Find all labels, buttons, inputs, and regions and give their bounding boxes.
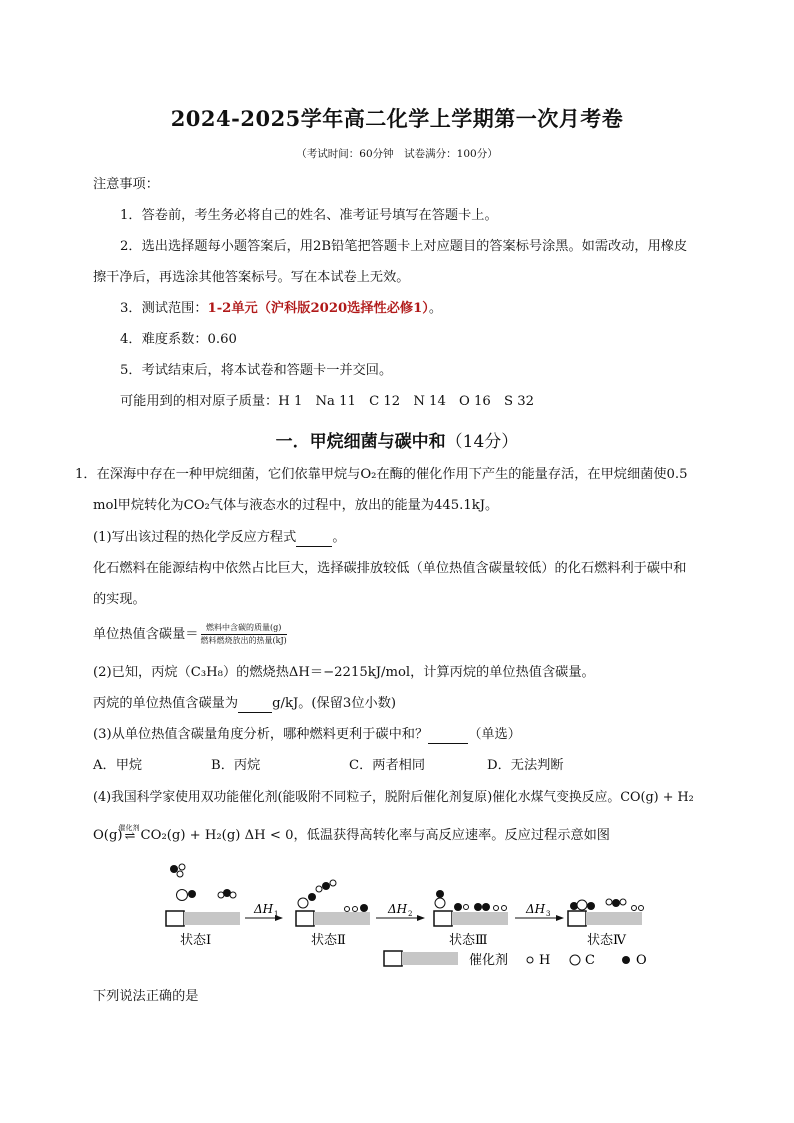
c-atom	[577, 900, 587, 910]
state-3-group	[434, 890, 508, 948]
choice-c[interactable]: C．两者相同	[349, 758, 426, 773]
c-atom	[298, 898, 308, 908]
legend-c-icon	[570, 955, 580, 965]
note-item-3	[120, 300, 442, 318]
h-atom	[179, 864, 185, 870]
choices-row	[93, 757, 605, 775]
note-item-1: 1．答卷前，考生务必将自己的姓名、准考证号填写在答题卡上。	[120, 208, 498, 223]
section-heading	[0, 427, 794, 452]
note-item-5: 5．考试结束后，将本试卷和答题卡一并交回。	[120, 363, 393, 378]
equilibrium-arrow	[118, 824, 141, 845]
sub-question-2b-post: g/kJ。(保留3位小数)	[272, 696, 397, 711]
section-points: （14分）	[445, 432, 519, 452]
h-atom	[494, 906, 499, 911]
sub-question-1-end: 。	[332, 530, 346, 545]
exam-title: 2024-2025学年高二化学上学期第一次月考卷	[170, 106, 624, 131]
formula-line	[93, 623, 287, 646]
arrow-3-sub: 3	[546, 910, 551, 918]
legend-catalyst-bar	[402, 952, 458, 965]
catalyst-bar	[452, 912, 508, 925]
state-1-group	[166, 864, 240, 948]
h-atom	[606, 899, 612, 905]
catalyst-site	[568, 911, 586, 926]
h-atom	[316, 886, 322, 892]
h-atom	[639, 906, 644, 911]
exam-subtitle: （考试时间：60分钟 试卷满分：100分）	[296, 148, 498, 160]
legend-o-icon	[622, 956, 630, 964]
sub-question-3-post: （单选）	[468, 727, 521, 742]
paragraph-line-2: 的实现。	[93, 592, 146, 607]
equation-reactant: O(g)	[93, 828, 123, 843]
o-atom	[322, 882, 330, 890]
c-atom	[435, 898, 445, 908]
h-atom	[620, 899, 626, 905]
note-item-4: 4．难度系数：0.60	[120, 332, 237, 347]
o-atom	[587, 902, 595, 910]
note-item-3-end: 。	[428, 301, 443, 316]
state-4-label: 状态Ⅳ	[587, 933, 626, 948]
question-line-2: mol甲烷转化为CO₂气体与液态水的过程中，放出的能量为445.1kJ。	[93, 498, 499, 513]
state-2-label: 状态Ⅱ	[311, 933, 346, 948]
formula-label: 单位热值含碳量＝	[93, 627, 199, 642]
formula-fraction	[201, 623, 287, 646]
catalyst-bar	[314, 912, 370, 925]
o-atom	[612, 899, 620, 907]
arrow-2-label: ΔH	[388, 902, 408, 916]
h-atom	[230, 892, 236, 898]
sub-question-2b	[93, 695, 396, 713]
h-atom	[464, 905, 469, 910]
catalyst-bar	[184, 912, 240, 925]
equation-products: CO₂(g) + H₂(g) ΔH < 0，低温获得高转化率与高反应速率。反应过程示意如图	[140, 828, 610, 843]
legend-o-label: O	[636, 953, 647, 968]
question-line-1: 1．在深海中存在一种甲烷细菌，它们依靠甲烷与O₂在酶的催化作用下产生的能量存活，在甲烷细菌使0.5	[75, 467, 688, 482]
sub-question-2: (2)已知，丙烷（C₃H₈）的燃烧热ΔH＝−2215kJ/mol，计算丙烷的单位热值含碳量。	[93, 665, 595, 680]
o-atom	[436, 890, 444, 898]
reaction-diagram	[160, 852, 660, 977]
choice-d[interactable]: D．无法判断	[487, 758, 564, 773]
sub-question-4-line-2	[93, 824, 610, 845]
legend-catalyst-site	[384, 951, 402, 966]
answer-blank-2[interactable]	[238, 698, 272, 713]
h-atom	[632, 906, 637, 911]
state-2-group	[296, 880, 370, 948]
formula-denominator: 燃料燃烧放出的热量(kJ)	[200, 636, 287, 645]
arrow-1-sub: 1	[274, 910, 279, 918]
catalyst-bar	[586, 912, 642, 925]
notes-heading: 注意事项：	[93, 177, 159, 192]
arrow-2-sub: 2	[408, 910, 413, 918]
paragraph-line-1: 化石燃料在能源结构中依然占比巨大，选择碳排放较低（单位热值含碳量较低）的化石燃料利于碳中和	[93, 561, 687, 576]
note-item-3-label: 3．测试范围：	[120, 301, 208, 316]
sub-question-1-text: (1)写出该过程的热化学反应方程式	[93, 530, 297, 545]
final-prompt: 下列说法正确的是	[93, 989, 199, 1004]
sub-question-1	[93, 529, 346, 547]
sub-question-2b-pre: 丙烷的单位热值含碳量为	[93, 696, 239, 711]
equilibrium-arrow-glyph: ⇌	[124, 829, 136, 844]
section-title: 一．甲烷细菌与碳中和	[275, 432, 446, 452]
h-atom	[345, 907, 350, 912]
catalyst-label: 催化剂	[118, 824, 140, 832]
o-atom	[474, 903, 482, 911]
note-item-2-cont: 擦干净后，再选涂其他答案标号。写在本试卷上无效。	[93, 270, 410, 285]
choice-a[interactable]: A．甲烷	[93, 758, 143, 773]
choice-b[interactable]: B．丙烷	[211, 758, 261, 773]
arrow-3-label: ΔH	[526, 902, 546, 916]
diagram-legend	[384, 951, 647, 968]
state-4-group	[568, 899, 644, 948]
o-atom	[308, 893, 316, 901]
scope-value: 1-2单元（沪科版2020选择性必修1）	[207, 301, 429, 316]
formula-numerator: 燃料中含碳的质量(g)	[201, 623, 287, 635]
state-1-label: 状态Ⅰ	[180, 933, 212, 948]
catalyst-site	[166, 911, 184, 926]
h-atom	[353, 907, 358, 912]
h-atom	[502, 906, 507, 911]
catalyst-site	[296, 911, 314, 926]
o-atom	[454, 903, 462, 911]
sub-question-3	[93, 726, 521, 744]
o-atom	[360, 904, 368, 912]
arrow-1-label: ΔH	[254, 902, 274, 916]
legend-c-label: C	[585, 953, 595, 968]
legend-h-label: H	[539, 953, 551, 968]
h-atom	[330, 880, 336, 886]
legend-h-icon	[527, 957, 533, 963]
o-atom	[170, 865, 178, 873]
state-3-label: 状态Ⅲ	[449, 933, 488, 948]
answer-blank-3[interactable]	[428, 729, 468, 744]
note-item-2: 2．选出选择题每小题答案后，用2B铅笔把答题卡上对应题目的答案标号涂黑。如需改动，用橡皮	[120, 239, 688, 254]
atomic-masses: 可能用到的相对原子质量：H 1 Na 11 C 12 N 14 O 16 S 32	[120, 394, 535, 409]
h-atom	[177, 871, 183, 877]
o-atom	[188, 890, 196, 898]
sub-question-4-line-1: (4)我国科学家使用双功能催化剂(能吸附不同粒子，脱附后催化剂复原)催化水煤气变换反应。CO(g) + H₂	[93, 790, 694, 805]
o-atom	[482, 903, 490, 911]
catalyst-site	[434, 911, 452, 926]
answer-blank-1[interactable]	[296, 532, 332, 547]
legend-catalyst-label: 催化剂	[469, 953, 509, 968]
sub-question-3-pre: (3)从单位热值含碳量角度分析，哪种燃料更利于碳中和？	[93, 727, 429, 742]
c-atom	[177, 890, 188, 901]
